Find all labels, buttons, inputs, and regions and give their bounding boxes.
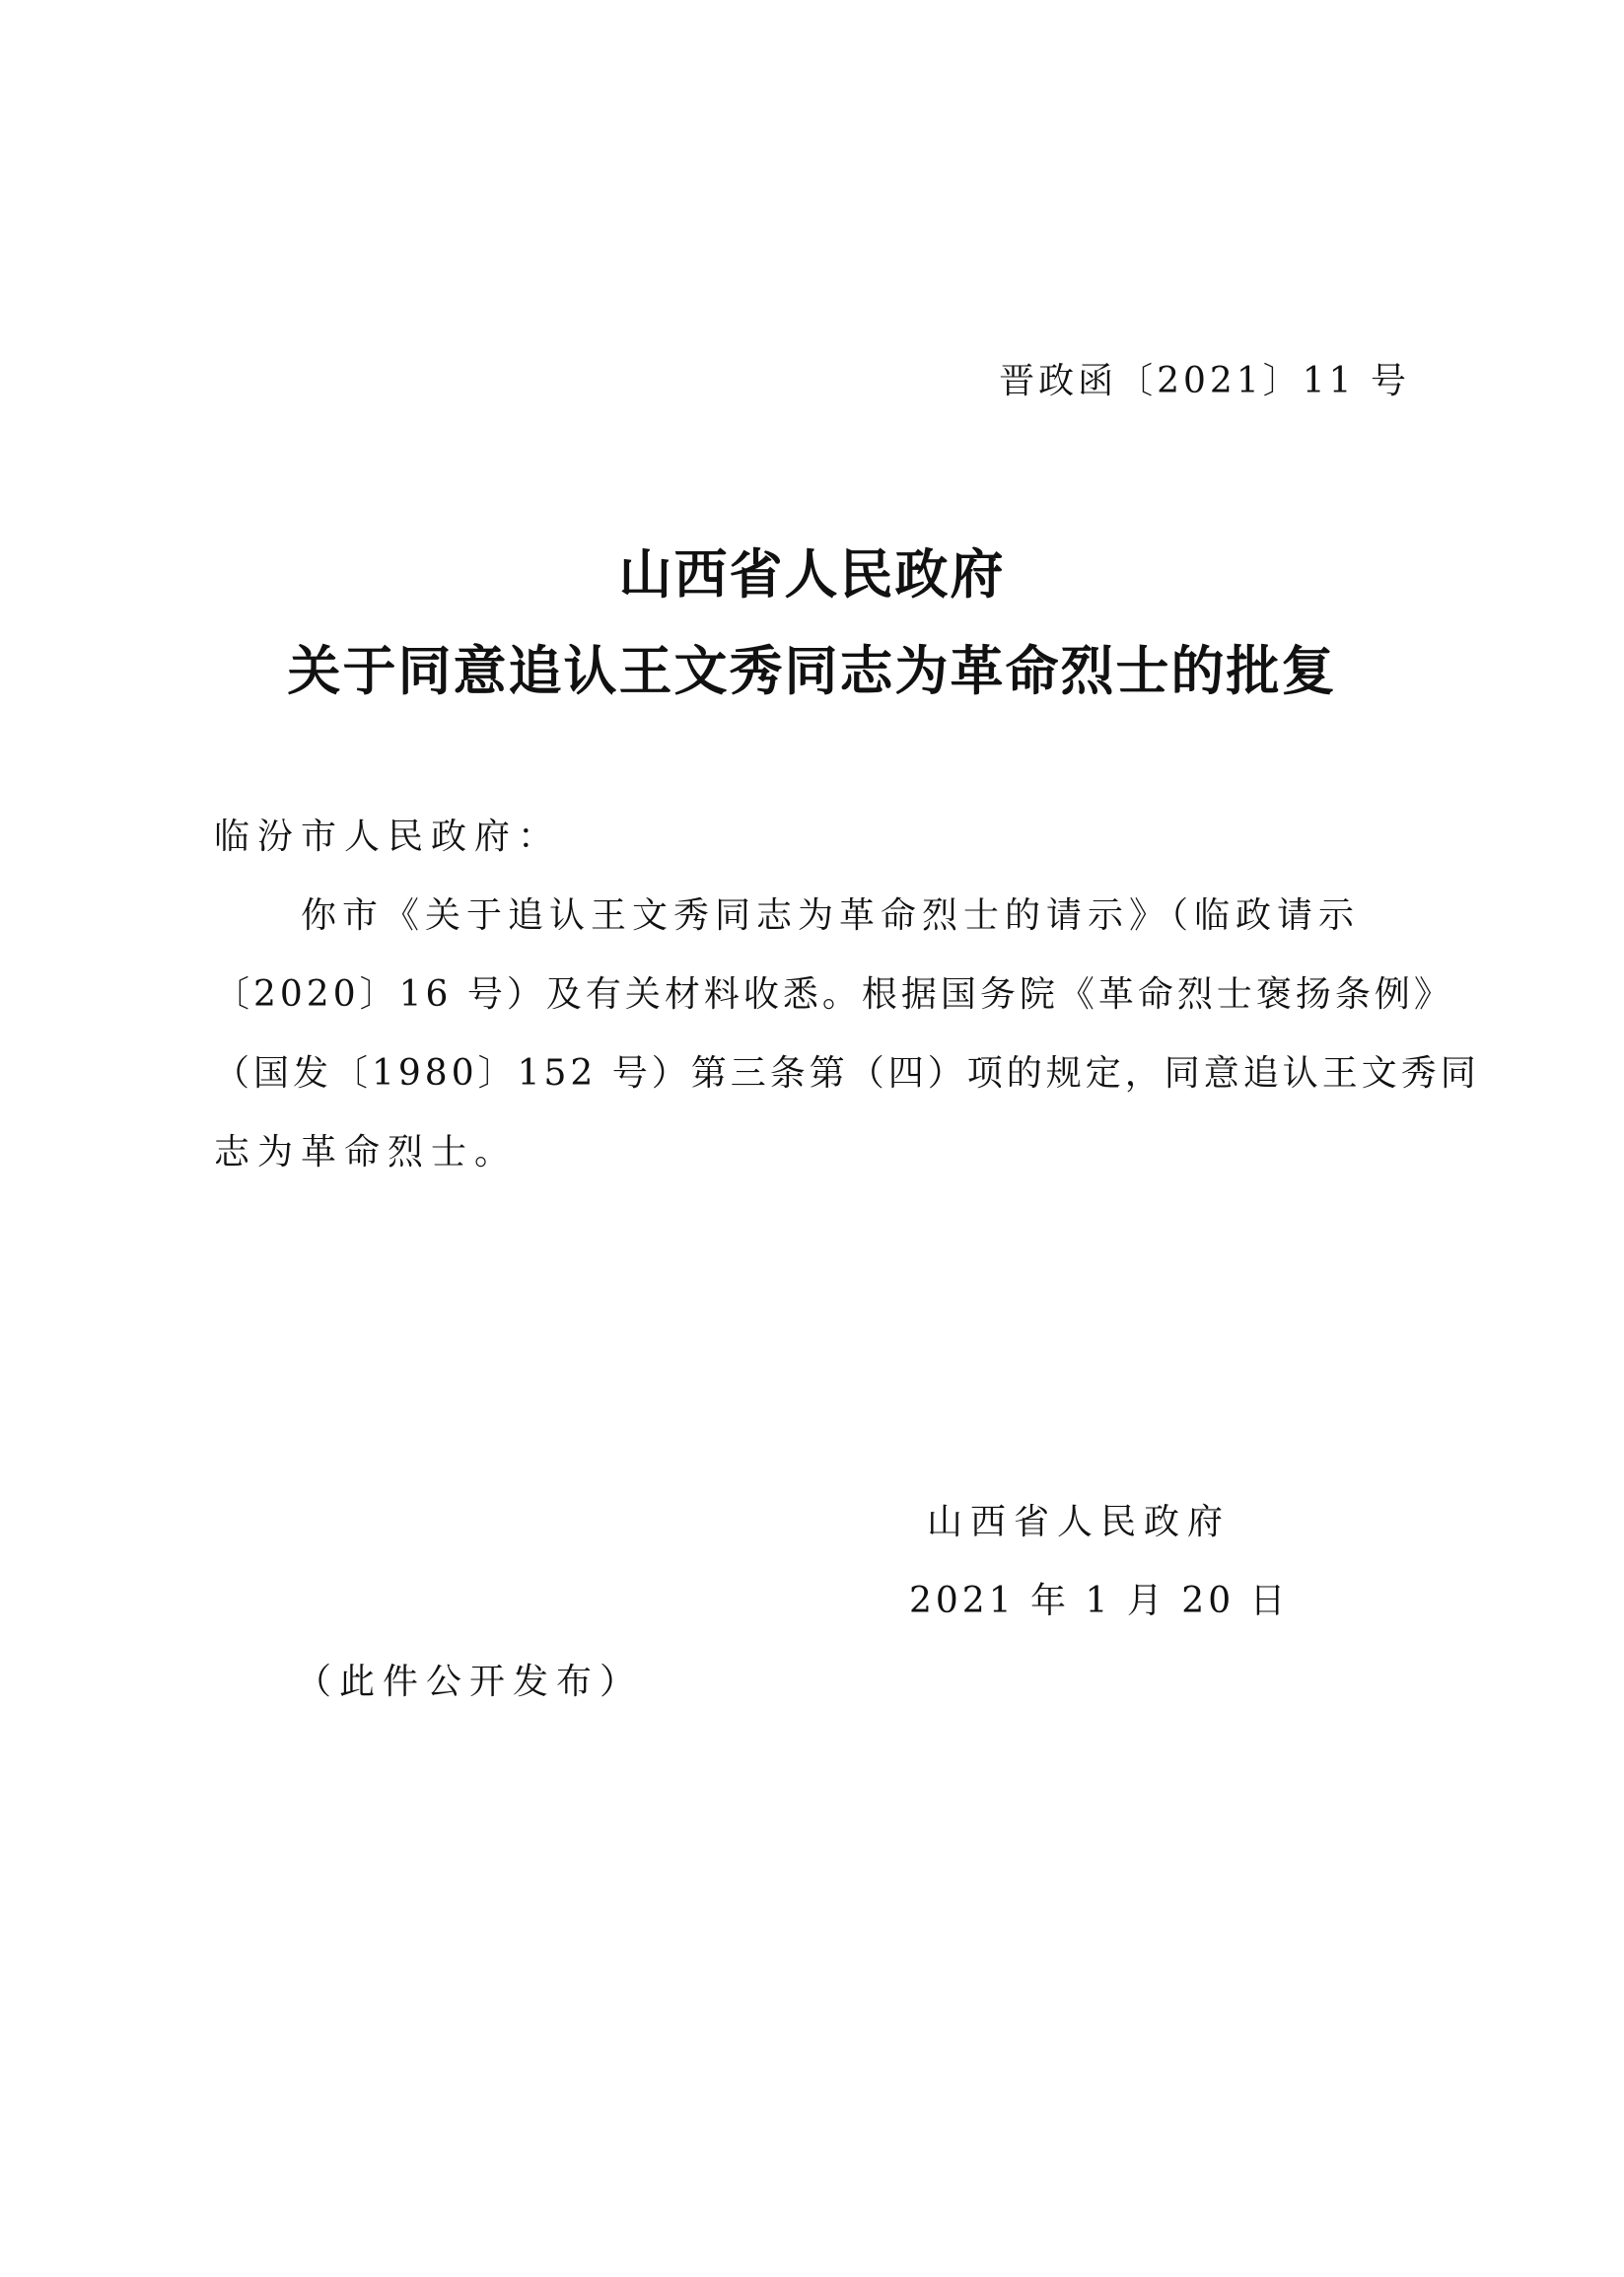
body-line: （国发〔1980〕152 号）第三条第（四）项的规定，同意追认王文秀同 xyxy=(214,1053,1480,1094)
document-number: 晋政函〔2021〕11 号 xyxy=(999,361,1410,401)
issue-date: 2021 年 1 月 20 日 xyxy=(909,1581,1290,1621)
document-title-line-2: 关于同意追认王文秀同志为革命烈士的批复 xyxy=(287,639,1337,702)
signature-issuer: 山西省人民政府 xyxy=(927,1502,1232,1542)
body-line: 志为革命烈士。 xyxy=(214,1132,519,1173)
body-line: 你市《关于追认王文秀同志为革命烈士的请示》（临政请示 xyxy=(301,895,1361,936)
document-title-line-1: 山西省人民政府 xyxy=(618,542,1006,605)
salutation: 临汾市人民政府： xyxy=(214,817,562,857)
publish-note: （此件公开发布） xyxy=(296,1662,644,1702)
body-line: 〔2020〕16 号）及有关材料收悉。根据国务院《革命烈士褒扬条例》 xyxy=(214,974,1453,1015)
